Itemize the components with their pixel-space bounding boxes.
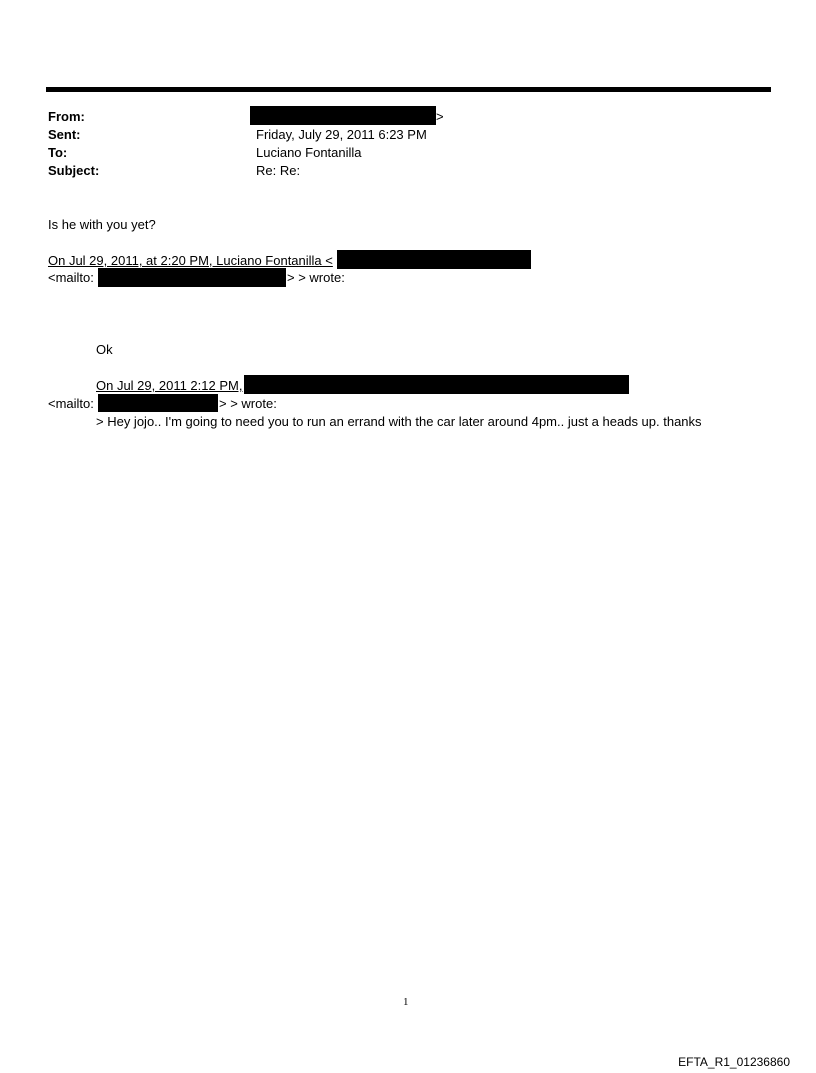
document-id: EFTA_R1_01236860 bbox=[678, 1055, 790, 1069]
redaction-quote1-email bbox=[337, 250, 531, 269]
quote1-wrote: > > wrote: bbox=[287, 270, 345, 285]
to-label: To: bbox=[48, 145, 68, 160]
subject-value: Re: Re: bbox=[256, 163, 301, 178]
redaction-quote1-mailto bbox=[98, 268, 286, 287]
from-label: From: bbox=[48, 109, 85, 124]
sent-label: Sent: bbox=[48, 127, 81, 142]
quote1-header: On Jul 29, 2011, at 2:20 PM, Luciano Fontanilla < bbox=[48, 253, 333, 268]
page-number: 1 bbox=[403, 996, 409, 1008]
quote2-header: On Jul 29, 2011 2:12 PM, bbox=[96, 378, 243, 393]
body-line: Is he with you yet? bbox=[48, 217, 156, 232]
redaction-quote2-mailto bbox=[98, 394, 218, 412]
quote2-mailto: <mailto: bbox=[48, 396, 94, 411]
quote2-message: > Hey jojo.. I'm going to need you to run an errand with the car later around 4pm.. just a heads up. thanks bbox=[96, 414, 702, 429]
redaction-from bbox=[250, 106, 436, 125]
reply-ok: Ok bbox=[96, 342, 113, 357]
quote1-mailto: <mailto: bbox=[48, 270, 94, 285]
subject-label: Subject: bbox=[48, 163, 100, 178]
redaction-quote2-sender bbox=[244, 375, 629, 394]
sent-value: Friday, July 29, 2011 6:23 PM bbox=[256, 127, 427, 142]
header-rule bbox=[46, 87, 771, 92]
quote2-wrote: > > wrote: bbox=[219, 396, 277, 411]
to-value: Luciano Fontanilla bbox=[256, 145, 362, 160]
from-suffix: > bbox=[436, 109, 444, 124]
